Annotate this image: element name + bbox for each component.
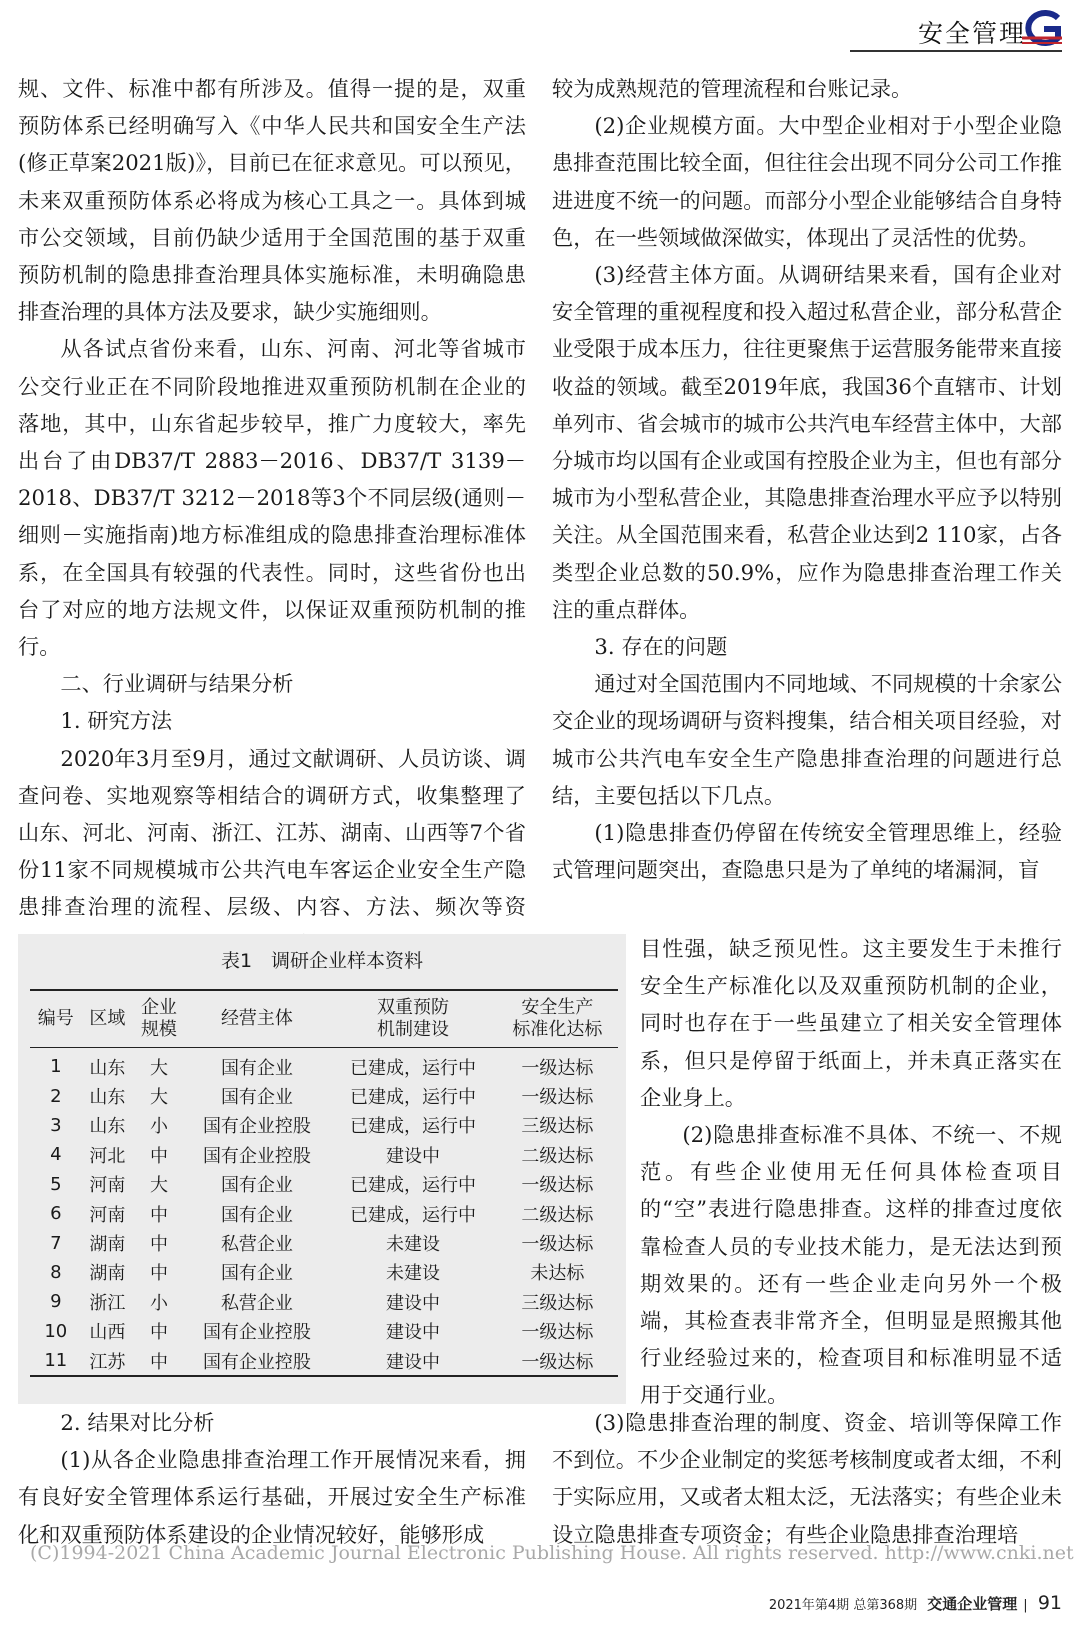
table-row — [30, 1081, 618, 1110]
table-cell: 2 — [50, 1085, 62, 1107]
table-cell: 二级达标 — [521, 1204, 594, 1226]
table-header-cell: 企业 规模 — [140, 997, 177, 1040]
right-column — [552, 70, 1062, 888]
table-cell: 小 — [149, 1116, 168, 1138]
table-cell: 国有企业 — [220, 1204, 293, 1226]
journal-name: 交通企业管理 — [927, 1595, 1018, 1613]
table-cell: 3 — [50, 1114, 62, 1136]
table-cell: 三级达标 — [521, 1292, 594, 1314]
paragraph: (2)隐患排查标准不具体、不统一、不规范。有些企业使用无任何具体检查项目的“空”表进行隐患排查。这样的排查过度依靠检查人员的专业技术能力，是无法达到预期效果的。还有一些企业走向另外一个极端，其检查表非常齐全，但明显是照搬其他行业经验过来的，检查项目和标准明显不适用于交通行业。 — [640, 1122, 1062, 1408]
issue-info: 2021年第4期 总第368期 — [768, 1598, 918, 1613]
table-header-cell: 经营主体 — [220, 1008, 293, 1029]
table-row — [30, 1140, 618, 1169]
table-cell: 国有企业 — [220, 1175, 293, 1197]
page-footer: 2021年第4期 总第368期 交通企业管理 | 91 — [768, 1592, 1062, 1614]
table-cell: 国有企业 — [220, 1087, 293, 1109]
table-cell: 1 — [50, 1056, 62, 1078]
header-title: 安全管理 — [918, 19, 1027, 48]
table-cell: 国有企业 — [220, 1057, 293, 1079]
sample-table — [30, 989, 618, 1377]
paragraph: 较为成熟规范的管理流程和台账记录。 — [552, 76, 913, 101]
paragraph: 3. 存在的问题 — [594, 634, 728, 660]
table-cell: 国有企业控股 — [202, 1351, 311, 1373]
table-cell: 三级达标 — [521, 1116, 594, 1138]
table-cell: 大 — [149, 1087, 168, 1109]
table-row — [30, 1048, 618, 1082]
table-cell: 山东 — [89, 1116, 126, 1138]
table-cell: 河南 — [89, 1204, 126, 1226]
paragraph: 从各试点省份来看，山东、河南、河北等省城市公交行业正在不同阶段地推进双重预防机制在企业的落地，其中，山东省起步较早，推广力度较大，率先出台了由DB37/T 2883－2016、DB37/T 3139－2018、DB37/T 3212－2018等3个不同层级(通则－细则－实施指南)地方标准组成的隐患排查治理标准体系，在全国具有较强的代表性。同时，这些省份也出台了对应的地方法规文件，以保证双重预防机制的推行。 — [18, 336, 526, 660]
table-cell: 已建成，运行中 — [349, 1057, 476, 1079]
table-cell: 私营企业 — [220, 1292, 293, 1314]
left-column — [18, 70, 526, 963]
page-number: 91 — [1037, 1592, 1062, 1614]
journal-logo-icon — [1018, 8, 1064, 48]
table-cell: 国有企业控股 — [202, 1322, 311, 1344]
paragraph: 二、行业调研与结果分析 — [60, 671, 294, 697]
table-cell: 一级达标 — [521, 1322, 594, 1344]
paragraph: (3)经营主体方面。从调研结果来看，国有企业对安全管理的重视程度和投入超过私营企业，部分私营企业受限于成本压力，往往更聚焦于运营服务能带来直接收益的领域。截至2019年底，我国36个直辖市、计划单列市、省会城市的城市公共汽电车经营主体中，大部分城市均以国有企业或国有控股企业为主，但也有部分城市为小型私营企业，其隐患排查治理水平应予以特别关注。从全国范围来看，私营企业达到2 110家，占各类型企业总数的50.9%，应作为隐患排查治理工作关注的重点群体。 — [552, 262, 1062, 622]
copyright-watermark: (C)1994-2021 China Academic Journal Electronic Publishing House. All rights reserved. http://www.cnki.net — [30, 1542, 1074, 1564]
table-cell: 已建成，运行中 — [349, 1087, 476, 1109]
paragraph: 目性强，缺乏预见性。这主要发生于未推行安全生产标准化以及双重预防机制的企业，同时也存在于一些虽建立了相关安全管理体系，但只是停留于纸面上，并未真正落实在企业身上。 — [640, 936, 1062, 1110]
table-row — [30, 1228, 618, 1257]
table-row — [30, 1199, 618, 1228]
table-cell: 建设中 — [385, 1292, 440, 1314]
table-cell: 未建设 — [385, 1263, 440, 1285]
paragraph: (3)隐患排查治理的制度、资金、培训等保障工作不到位。不少企业制定的奖惩考核制度或者太细，不利于实际应用，又或者太粗太泛，无法落实；有些企业未设立隐患排查专项资金；有些企业隐患排查治理培 — [552, 1410, 1062, 1547]
table-header-cell: 安全生产 标准化达标 — [512, 997, 603, 1040]
table-cell: 一级达标 — [521, 1057, 594, 1079]
table-cell: 国有企业控股 — [202, 1116, 311, 1138]
table-cell: 大 — [149, 1057, 168, 1079]
table-cell: 山东 — [89, 1087, 126, 1109]
table-row — [30, 1287, 618, 1316]
table-cell: 8 — [50, 1261, 62, 1283]
paragraph: (1)从各企业隐患排查治理工作开展情况来看，拥有良好安全管理体系运行基础，开展过安全生产标准化和双重预防体系建设的企业情况较好，能够形成 — [18, 1447, 526, 1547]
table-header-cell: 编号 — [37, 1008, 74, 1029]
table-cell: 中 — [149, 1351, 168, 1373]
table-caption: 表1 调研企业样本资料 — [220, 950, 424, 972]
table-cell: 湖南 — [89, 1263, 126, 1285]
table-cell: 湖南 — [89, 1234, 126, 1256]
table-cell: 未建设 — [385, 1234, 440, 1256]
paragraph: 2. 结果对比分析 — [60, 1410, 215, 1435]
table-cell: 大 — [149, 1175, 168, 1197]
table-cell: 一级达标 — [521, 1351, 594, 1373]
table-cell: 一级达标 — [521, 1175, 594, 1197]
right-bottom-text — [552, 1404, 1062, 1553]
header-rule — [850, 50, 1062, 52]
right-wrap-text — [640, 930, 1062, 1414]
table-row — [30, 1317, 618, 1346]
table-cell: 4 — [50, 1144, 62, 1166]
paragraph: 规、文件、标准中都有所涉及。值得一提的是，双重预防体系已经明确写入《中华人民共和国安全生产法(修正草案2021版)》，目前已在征求意见。可以预见，未来双重预防体系必将成为核心工具之一。具体到城市公交领域，目前仍缺少适用于全国范围的基于双重预防机制的隐患排查治理具体实施标准，未明确隐患排查治理的具体方法及要求，缺少实施细则。 — [18, 76, 526, 325]
table-cell: 中 — [149, 1322, 168, 1344]
table-cell: 河北 — [89, 1145, 126, 1167]
table-cell: 11 — [44, 1350, 68, 1372]
table-cell: 建设中 — [385, 1145, 440, 1167]
table-cell: 10 — [44, 1320, 68, 1342]
table-row — [30, 1170, 618, 1199]
paragraph: (1)隐患排查仍停留在传统安全管理思维上，经验式管理问题突出，查隐患只是为了单纯的堵漏洞，盲 — [552, 820, 1062, 883]
table-cell: 私营企业 — [220, 1234, 293, 1256]
table-cell: 9 — [50, 1291, 62, 1313]
paragraph: 1. 研究方法 — [60, 708, 173, 734]
table-cell: 5 — [50, 1173, 62, 1195]
table-cell: 中 — [149, 1263, 168, 1285]
table-row — [30, 1346, 618, 1376]
table-cell: 7 — [50, 1232, 62, 1254]
table-header-row — [30, 990, 618, 1048]
table-cell: 已建成，运行中 — [349, 1175, 476, 1197]
table-row — [30, 1111, 618, 1140]
table-cell: 山东 — [89, 1057, 126, 1079]
table-cell: 中 — [149, 1145, 168, 1167]
table-cell: 6 — [50, 1203, 62, 1225]
table-cell: 建设中 — [385, 1322, 440, 1344]
table-header-cell: 区域 — [89, 1008, 126, 1029]
table-cell: 国有企业控股 — [202, 1145, 311, 1167]
table-row — [30, 1258, 618, 1287]
table-cell: 山西 — [89, 1322, 126, 1344]
paragraph: (2)企业规模方面。大中型企业相对于小型企业隐患排查范围比较全面，但往往会出现不同分公司工作推进进度不统一的问题。而部分小型企业能够结合自身特色，在一些领域做深做实，体现出了灵活性的优势。 — [552, 113, 1062, 250]
paragraph: 2020年3月至9月，通过文献调研、人员访谈、调查问卷、实地观察等相结合的调研方式，收集整理了山东、河北、河南、浙江、江苏、湖南、山西等7个省份11家不同规模城市公共汽电车客运企业安全生产隐患排查治理的流程、层级、内容、方法、频次等资 — [18, 745, 526, 920]
table-cell: 中 — [149, 1204, 168, 1226]
table-cell: 已建成，运行中 — [349, 1204, 476, 1226]
table-cell: 江苏 — [89, 1351, 126, 1373]
paragraph: 通过对全国范围内不同地域、不同规模的十余家公交企业的现场调研与资料搜集，结合相关项目经验，对城市公共汽电车安全生产隐患排查治理的问题进行总结，主要包括以下几点。 — [552, 671, 1062, 808]
table-cell: 浙江 — [89, 1292, 126, 1314]
table-cell: 河南 — [89, 1175, 126, 1197]
table-panel — [18, 934, 626, 1404]
table-cell: 小 — [149, 1292, 168, 1314]
table-cell: 一级达标 — [521, 1234, 594, 1256]
below-table-text — [18, 1404, 526, 1553]
table-header-cell: 双重预防 机制建设 — [376, 997, 449, 1040]
table-cell: 一级达标 — [521, 1087, 594, 1109]
table-cell: 国有企业 — [220, 1263, 293, 1285]
table-cell: 二级达标 — [521, 1145, 594, 1167]
table-body — [30, 1048, 618, 1377]
table-cell: 未达标 — [530, 1263, 585, 1285]
table-cell: 已建成，运行中 — [349, 1116, 476, 1138]
table-cell: 建设中 — [385, 1351, 440, 1373]
table-cell: 中 — [149, 1234, 168, 1256]
